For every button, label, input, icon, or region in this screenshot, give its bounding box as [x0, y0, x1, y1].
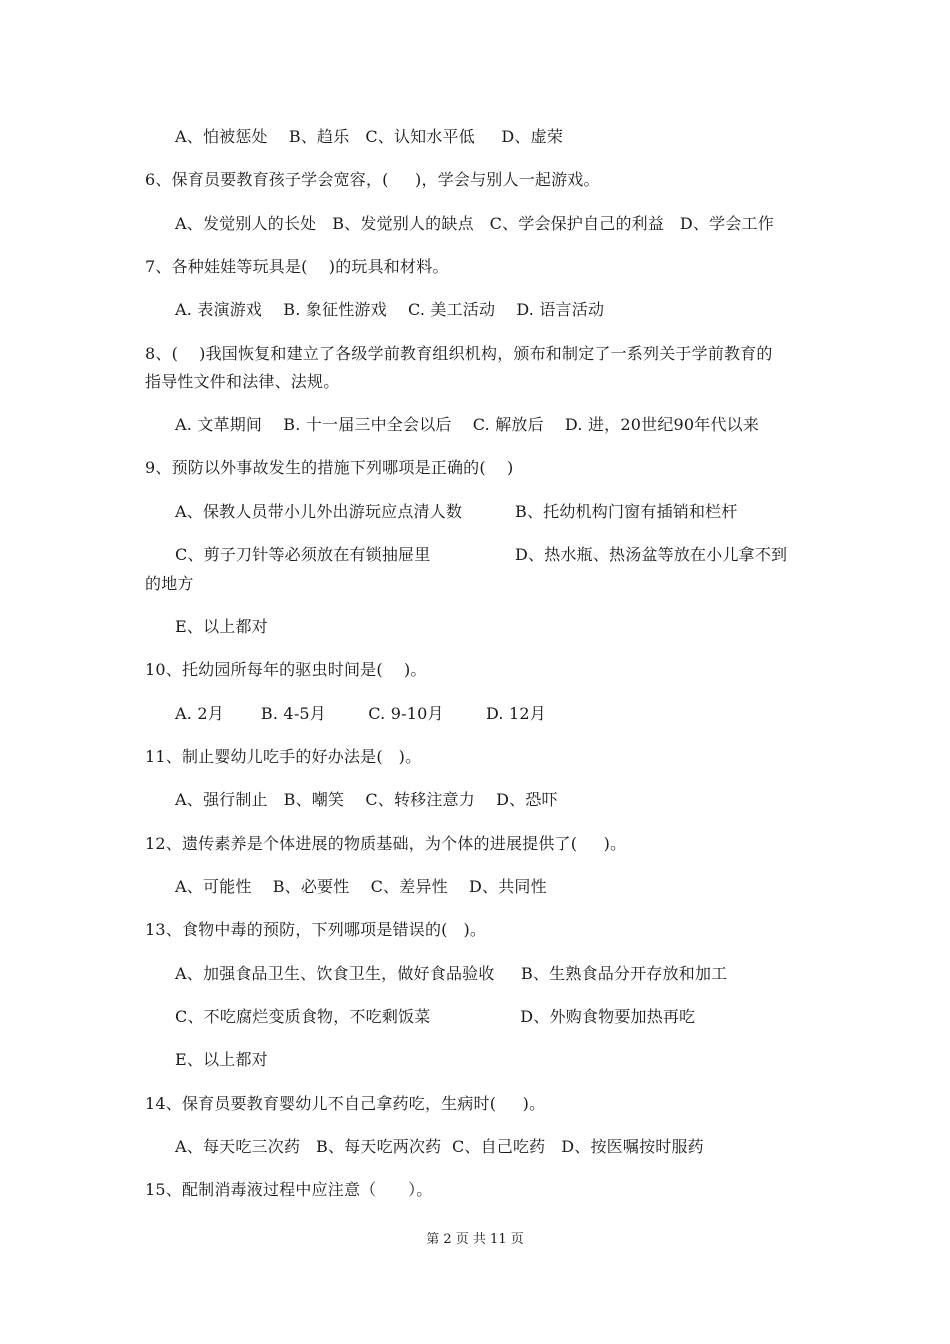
q12-question: 12、遗传素养是个体进展的物质基础，为个体的进展提供了( )。 [145, 834, 627, 853]
q11-question: 11、制止婴幼儿吃手的好办法是( )。 [145, 747, 422, 766]
q13-option-e: E、以上都对 [175, 1050, 268, 1069]
q9-options-cd: C、剪子刀针等必须放在有锁抽屉里 D、热水瓶、热汤盆等放在小儿拿不到 [175, 545, 788, 564]
q14-options: A、每天吃三次药 B、每天吃两次药 C、自己吃药 D、按医嘱按时服药 [175, 1137, 704, 1156]
q7-options: A. 表演游戏 B. 象征性游戏 C. 美工活动 D. 语言活动 [175, 300, 605, 319]
q12-options: A、可能性 B、必要性 C、差异性 D、共同性 [175, 877, 547, 896]
q10-question: 10、托幼园所每年的驱虫时间是( )。 [145, 660, 427, 679]
q10-options: A. 2月 B. 4-5月 C. 9-10月 D. 12月 [175, 704, 546, 723]
q11-options: A、强行制止 B、嘲笑 C、转移注意力 D、恐吓 [175, 790, 558, 809]
q8-question: 8、( )我国恢复和建立了各级学前教育组织机构，颁布和制定了一系列关于学前教育的 [145, 344, 773, 363]
q6-question: 6、保育员要教育孩子学会宽容，( )，学会与别人一起游戏。 [145, 170, 600, 189]
q5-options: A、怕被惩处 B、趋乐 C、认知水平低 D、虚荣 [175, 127, 564, 146]
q6-options: A、发觉别人的长处 B、发觉别人的缺点 C、学会保护自己的利益 D、学会工作 [175, 214, 774, 233]
q13-options-cd: C、不吃腐烂变质食物，不吃剩饭菜 D、外购食物要加热再吃 [175, 1007, 696, 1026]
q9-options-ab: A、保教人员带小儿外出游玩应点清人数 B、托幼机构门窗有插销和栏杆 [175, 502, 738, 521]
page-footer: 第 2 页 共 11 页 [426, 1232, 524, 1247]
q9-option-e: E、以上都对 [175, 617, 268, 636]
q8-options: A. 文革期间 B. 十一届三中全会以后 C. 解放后 D. 进，20世纪90年代以来 [175, 415, 760, 434]
q15-question: 15、配制消毒液过程中应注意（ ）。 [145, 1180, 433, 1199]
q8-question-cont: 指导性文件和法律、法规。 [145, 372, 340, 391]
q13-options-ab: A、加强食品卫生、饮食卫生，做好食品验收 B、生熟食品分开存放和加工 [175, 964, 728, 983]
q9-question: 9、预防以外事故发生的措施下列哪项是正确的( ) [145, 458, 514, 477]
q9-options-cd-cont: 的地方 [145, 574, 194, 593]
q14-question: 14、保育员要教育婴幼儿不自己拿药吃，生病时( )。 [145, 1094, 546, 1113]
q13-question: 13、食物中毒的预防，下列哪项是错误的( )。 [145, 920, 487, 939]
q7-question: 7、各种娃娃等玩具是( )的玩具和材料。 [145, 257, 449, 276]
